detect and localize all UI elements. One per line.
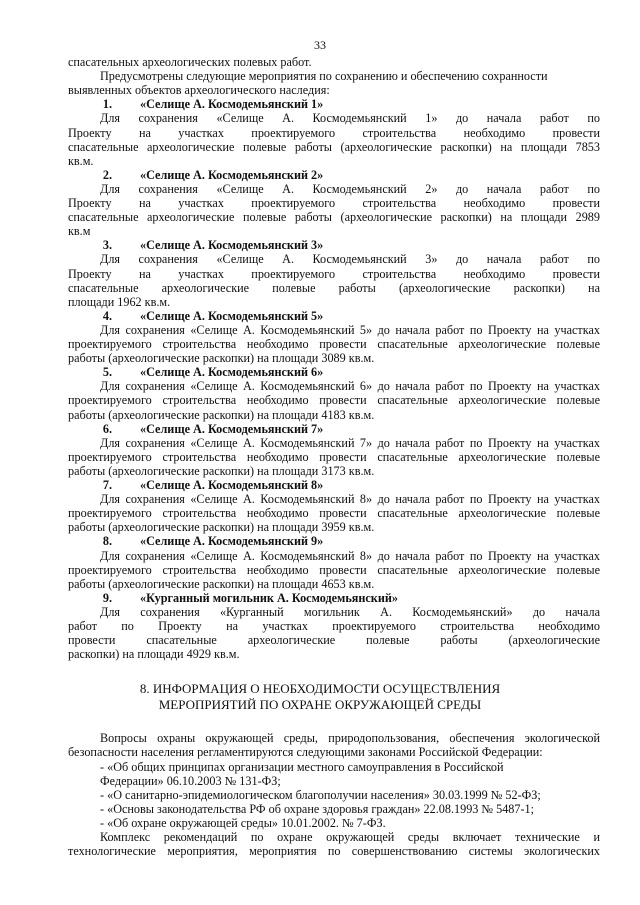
site-paragraph-line: кв.м.: [68, 153, 94, 168]
site-title: «Селище А. Космодемьянский 9»: [140, 534, 324, 549]
site-heading: [68, 591, 600, 605]
section-paragraph-line: Комплекс рекомендаций по охране окружающей среды включает технические и: [100, 830, 600, 844]
site-title: «Селище А. Космодемьянский 8»: [140, 478, 324, 492]
site-paragraph-line: Для сохранения «Курганный могильник А. Космодемьянский» до начала: [100, 604, 600, 619]
site-paragraph-line: Для сохранения «Селище А. Космодемьянский 7» до начала работ по Проекту на участках: [100, 435, 600, 450]
site-paragraph-line: работы (археологические раскопки) на площади 3173 кв.м.: [68, 463, 375, 478]
site-paragraph-line: работ по Проекту на участках проектируемого строительства необходимо: [68, 619, 600, 633]
site-paragraph-line: Проекту на участках проектируемого строительства необходимо провести: [68, 125, 600, 140]
site-title: «Селище А. Космодемьянский 1»: [140, 97, 324, 112]
site-paragraph-line: провести спасательные археологические полевые работы (археологические: [68, 633, 600, 648]
site-number: 7.: [102, 478, 112, 492]
site-number: 6.: [102, 421, 112, 436]
site-paragraph-line: работы (археологические раскопки) на площади 4653 кв.м.: [68, 576, 375, 591]
site-paragraph-line: Для сохранения «Селище А. Космодемьянский 8» до начала работ по Проекту на участках: [100, 492, 600, 507]
site-paragraph-line: работы (археологические раскопки) на площади 3089 кв.м.: [68, 351, 375, 366]
site-title: «Селище А. Космодемьянский 2»: [140, 167, 324, 182]
intro-paragraph-line: Предусмотрены следующие мероприятия по сохранению и обеспечению сохранности: [100, 69, 548, 84]
site-heading: [68, 238, 600, 252]
site-paragraph-line: Проекту на участках проектируемого строительства необходимо провести: [68, 266, 600, 281]
site-paragraph-line: Для сохранения «Селище А. Космодемьянский 5» до начала работ по Проекту на участках: [100, 322, 600, 337]
site-title: «Селище А. Космодемьянский 7»: [140, 421, 324, 436]
intro-paragraph-line: выявленных объектов археологического наследия:: [68, 83, 330, 98]
site-paragraph-line: проектируемого строительства необходимо провести спасательные археологические полевые: [68, 337, 600, 351]
site-paragraph-line: проектируемого строительства необходимо провести спасательные археологические полевые: [68, 506, 600, 521]
site-number: 1.: [102, 97, 112, 112]
site-paragraph-line: спасательные археологические полевые работы (археологические раскопки) на площади 7853: [68, 139, 600, 154]
site-paragraph-line: площади 1962 кв.м.: [68, 294, 171, 309]
law-list-item: - «О санитарно-эпидемиологическом благополучии населения» 30.03.1999 № 52-ФЗ;: [100, 787, 541, 802]
section-title: 8. ИНФОРМАЦИЯ О НЕОБХОДИМОСТИ ОСУЩЕСТВЛЕНИЯ: [139, 681, 501, 697]
site-paragraph-line: спасательные археологические полевые работы (археологические раскопки) на: [68, 280, 600, 295]
page-number: 33: [314, 38, 326, 52]
site-heading: [68, 97, 600, 111]
law-list-item: Федерации» 06.10.2003 № 131-ФЗ;: [100, 773, 281, 788]
site-heading: [68, 168, 600, 182]
site-title: «Курганный могильник А. Космодемьянский»: [140, 590, 398, 605]
law-list-item: - «Об охране окружающей среды» 10.01.2002. № 7-ФЗ.: [100, 815, 386, 830]
site-title: «Селище А. Космодемьянский 3»: [140, 238, 324, 253]
site-paragraph-line: раскопки) на площади 4929 кв.м.: [68, 647, 240, 662]
site-number: 5.: [102, 365, 112, 380]
site-paragraph-line: работы (археологические раскопки) на площади 4183 кв.м.: [68, 407, 375, 422]
site-number: 4.: [102, 308, 112, 323]
section-title: МЕРОПРИЯТИЙ ПО ОХРАНЕ ОКРУЖАЮЩЕЙ СРЕДЫ: [158, 697, 482, 713]
site-heading: [68, 365, 600, 379]
site-heading: [68, 422, 600, 436]
site-paragraph-line: Для сохранения «Селище А. Космодемьянский 2» до начала работ по: [100, 181, 600, 196]
site-paragraph-line: Для сохранения «Селище А. Космодемьянский 3» до начала работ по: [100, 252, 600, 267]
site-paragraph-line: Для сохранения «Селище А. Космодемьянский 8» до начала работ по Проекту на участках: [100, 548, 600, 563]
site-paragraph-line: проектируемого строительства необходимо провести спасательные археологические полевые: [68, 562, 600, 577]
site-paragraph-line: Для сохранения «Селище А. Космодемьянский 1» до начала работ по: [100, 111, 600, 126]
site-paragraph-line: работы (археологические раскопки) на площади 3959 кв.м.: [68, 520, 375, 535]
site-paragraph-line: проектируемого строительства необходимо провести спасательные археологические полевые: [68, 449, 600, 464]
site-heading: [68, 534, 600, 548]
section-paragraph-line: Вопросы охраны окружающей среды, природопользования, обеспечения экологической: [100, 731, 600, 746]
site-paragraph-line: кв.м: [68, 224, 91, 239]
site-number: 3.: [102, 238, 112, 253]
site-number: 8.: [102, 534, 112, 549]
law-list-item: - «Основы законодательства РФ об охране здоровья граждан» 22.08.1993 № 5487-1;: [100, 801, 535, 816]
section-paragraph-line: технологические мероприятия, мероприятия по совершенствованию системы экологических: [68, 844, 600, 859]
site-paragraph-line: Для сохранения «Селище А. Космодемьянский 6» до начала работ по Проекту на участках: [100, 379, 600, 394]
intro-line: спасательных археологических полевых работ.: [68, 55, 312, 69]
site-paragraph-line: спасательные археологические полевые работы (археологические раскопки) на площади 2989: [68, 210, 600, 225]
site-title: «Селище А. Космодемьянский 6»: [140, 365, 324, 380]
site-number: 2.: [102, 167, 112, 182]
law-list-item: - «Об общих принципах организации местного самоуправления в Российской: [100, 759, 504, 774]
site-paragraph-line: Проекту на участках проектируемого строительства необходимо провести: [68, 196, 600, 210]
site-heading: [68, 309, 600, 323]
site-paragraph-line: проектируемого строительства необходимо провести спасательные археологические полевые: [68, 393, 600, 408]
site-number: 9.: [102, 590, 112, 605]
section-paragraph-line: безопасности населения регламентируются следующими законами Российской Федерации:: [68, 745, 543, 760]
site-heading: [68, 478, 600, 492]
site-title: «Селище А. Космодемьянский 5»: [140, 308, 324, 323]
